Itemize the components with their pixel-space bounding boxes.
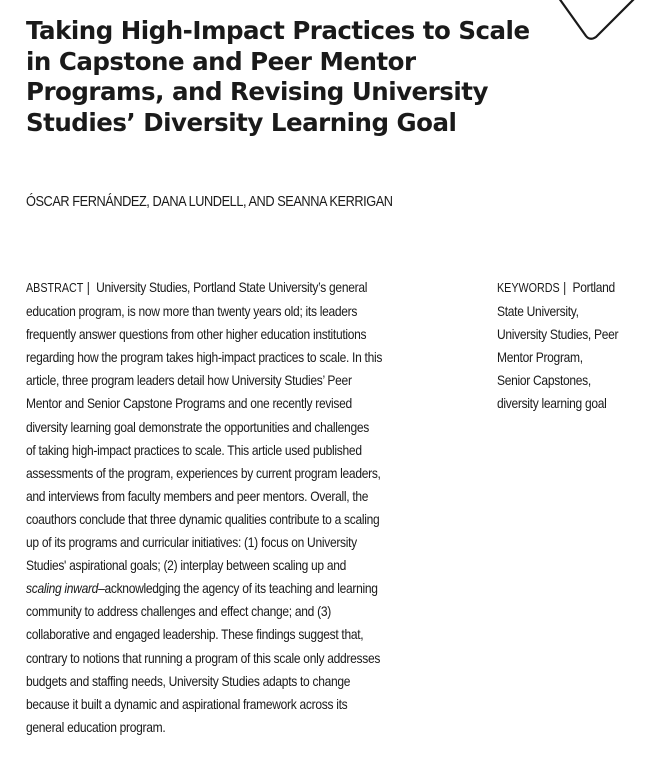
title-line: in Capstone and Peer Mentor [26,46,416,76]
abstract-line: general education program. [26,718,166,735]
keywords-line: Senior Capstones, [497,372,591,389]
keywords-label: KEYWORDS [497,281,560,295]
abstract-line: collaborative and engaged leadership. These findings suggest that, [26,626,364,643]
abstract-text: University Studies, Portland State University’s general [96,279,368,295]
keywords-separator: | [563,279,567,295]
abstract-line: and interviews from faculty members and peer mentors. Overall, the [26,487,369,504]
keywords-line: University Studies, Peer [497,326,619,343]
abstract-line: coauthors conclude that three dynamic qualities contribute to a scaling [26,510,380,527]
keywords-section [497,276,657,416]
abstract-line [26,276,456,300]
abstract-line: assessments of the program, experiences by current program leaders, [26,464,381,481]
abstract-separator: | [86,279,90,295]
keywords-line: Mentor Program, [497,349,583,366]
title-line: Programs, and Revising University [26,77,488,106]
abstract-text: –acknowledging the agency of its teaching and learning [98,580,378,597]
abstract-line: frequently answer questions from other higher education institutions [26,326,367,343]
abstract-line: community to address challenges and effect change; and (3) [26,603,331,620]
abstract-italic-phrase: scaling inward [26,580,99,597]
decorative-chevron-shape [540,0,640,45]
title-line: Studies’ Diversity Learning Goal [26,107,457,137]
abstract-label: ABSTRACT [26,281,84,295]
abstract-line: budgets and staffing needs, University Studies adapts to change [26,672,351,689]
abstract-line [26,577,456,600]
keyword-text: Portland [572,279,615,295]
keywords-line: State University, [497,303,579,320]
keywords-line [497,276,635,300]
abstract-line: diversity learning goal demonstrate the opportunities and challenges [26,418,369,435]
keywords-line: diversity learning goal [497,395,607,412]
title-line: Taking High-Impact Practices to Scale [26,16,530,45]
abstract-line: contrary to notions that running a program of this scale only addresses [26,649,381,666]
abstract-line: article, three program leaders detail how University Studies’ Peer [26,372,352,389]
abstract-line: Mentor and Senior Capstone Programs and one recently revised [26,395,352,412]
abstract-line: up of its programs and curricular initiatives: (1) focus on University [26,534,357,551]
abstract-line: Studies' aspirational goals; (2) interplay between scaling up and [26,557,347,574]
article-title [26,16,530,138]
author-list: ÓSCAR FERNÁNDEZ, DANA LUNDELL, AND SEANNA KERRIGAN [26,194,393,210]
abstract-line: of taking high-impact practices to scale. This article used published [26,441,362,458]
abstract-section [26,276,526,739]
abstract-line: education program, is now more than twenty years old; its leaders [26,303,358,320]
abstract-line: because it built a dynamic and aspirational framework across its [26,695,348,712]
abstract-line: regarding how the program takes high-impact practices to scale. In this [26,349,383,366]
